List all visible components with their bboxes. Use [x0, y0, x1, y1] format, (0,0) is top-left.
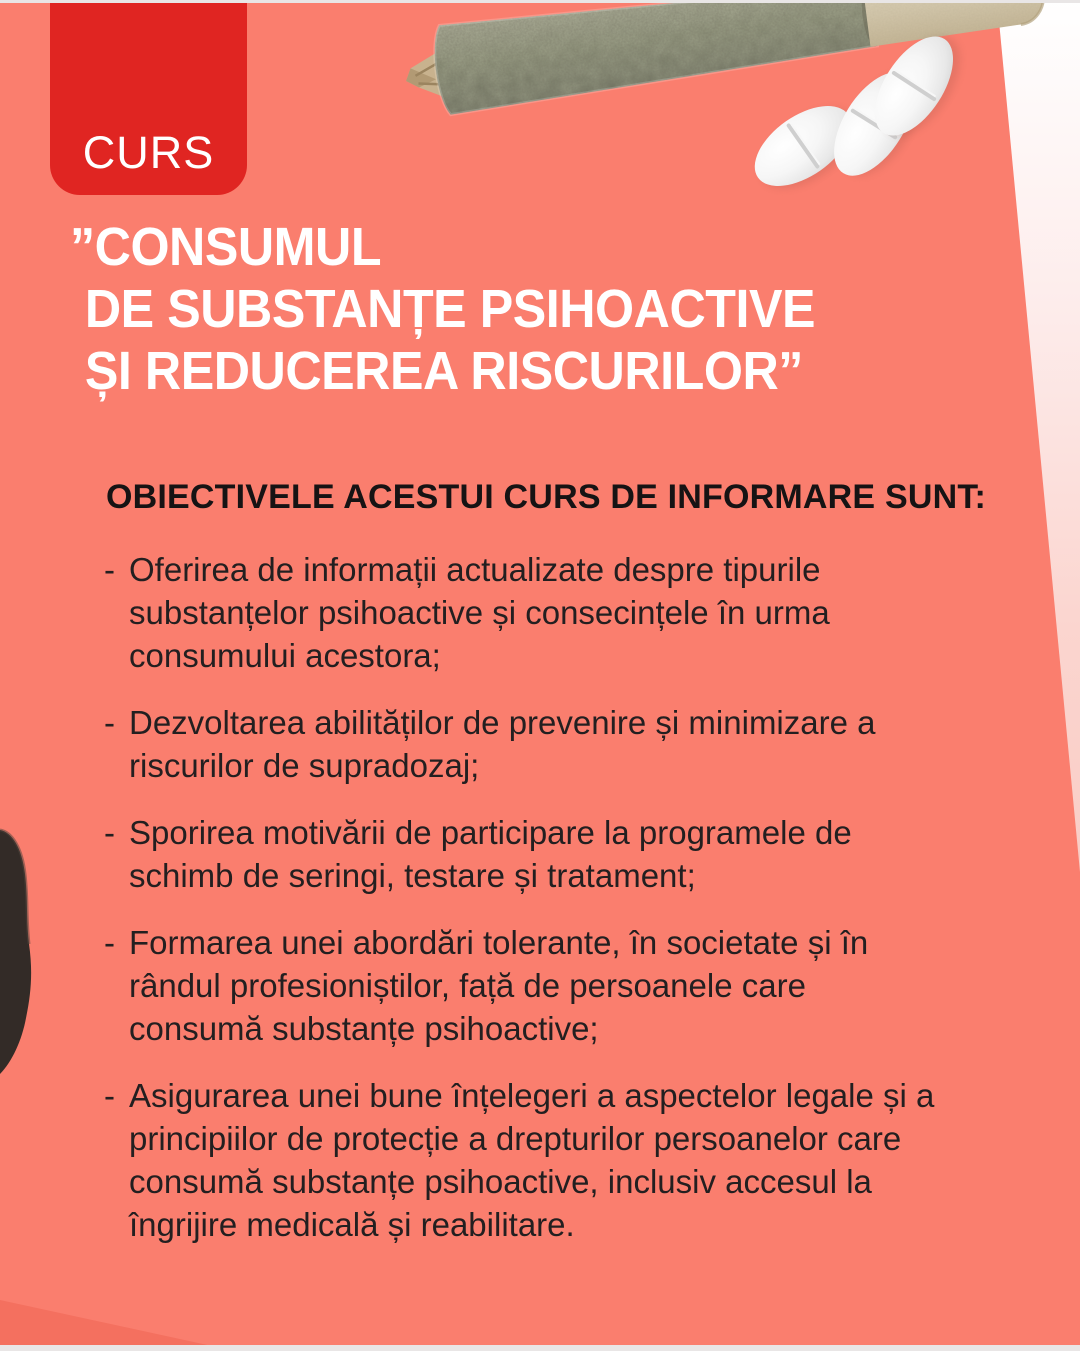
bullet-dash: -	[104, 704, 115, 741]
title-line: ”CONSUMUL	[70, 217, 382, 277]
objective-line: Formarea unei abordări tolerante, în societate și în	[129, 924, 869, 961]
objective-text	[129, 811, 852, 897]
top-edge-strip	[0, 0, 1080, 3]
objective-line: Asigurarea unei bune înțelegeri a aspectelor legale și a	[129, 1077, 935, 1114]
objective-line: consumă substanțe psihoactive, inclusiv accesul la	[129, 1163, 872, 1200]
objective-text	[129, 1074, 934, 1246]
objective-line: principiilor de protecție a drepturilor persoanelor care	[129, 1120, 902, 1157]
bullet-dash: -	[104, 814, 115, 851]
bullet-dash: -	[104, 1077, 115, 1114]
course-badge	[50, 0, 247, 195]
person-silhouette	[0, 822, 42, 1092]
objective-line: consumă substanțe psihoactive;	[129, 1010, 599, 1047]
objective-line: schimb de seringi, testare și tratament;	[129, 857, 696, 894]
objective-line: riscurilor de supradozaj;	[129, 747, 480, 784]
bullet-dash: -	[104, 924, 115, 961]
objectives-list	[104, 548, 934, 1270]
objective-line: substanțelor psihoactive și consecințele în urma	[129, 594, 830, 631]
bullet-dash: -	[104, 551, 115, 588]
title-line: ȘI REDUCEREA RISCURILOR”	[84, 341, 803, 401]
objective-line: rândul profesioniștilor, față de persoanele care	[129, 967, 806, 1004]
objective-item	[104, 701, 934, 787]
objective-text	[129, 548, 830, 677]
objective-text	[129, 701, 875, 787]
objective-line: Sporirea motivării de participare la programele de	[129, 814, 852, 851]
objective-line: îngrijire medicală și reabilitare.	[129, 1206, 575, 1243]
bottom-edge-strip	[0, 1345, 1080, 1351]
title-line: DE SUBSTANȚE PSIHOACTIVE	[84, 279, 816, 339]
objective-item	[104, 548, 934, 677]
objective-item	[104, 921, 934, 1050]
objectives-heading: OBIECTIVELE ACESTUI CURS DE INFORMARE SUNT:	[106, 478, 987, 516]
objective-line: consumului acestora;	[129, 637, 441, 674]
bottom-left-triangle	[0, 1300, 235, 1351]
pills-image	[730, 10, 1000, 210]
objective-item	[104, 1074, 934, 1246]
objective-line: Oferirea de informații actualizate despre tipurile	[129, 551, 821, 588]
objective-item	[104, 811, 934, 897]
course-title	[70, 216, 815, 402]
objective-line: Dezvoltarea abilităților de prevenire și minimizare a	[129, 704, 876, 741]
objective-text	[129, 921, 868, 1050]
badge-label: CURS	[82, 127, 215, 178]
